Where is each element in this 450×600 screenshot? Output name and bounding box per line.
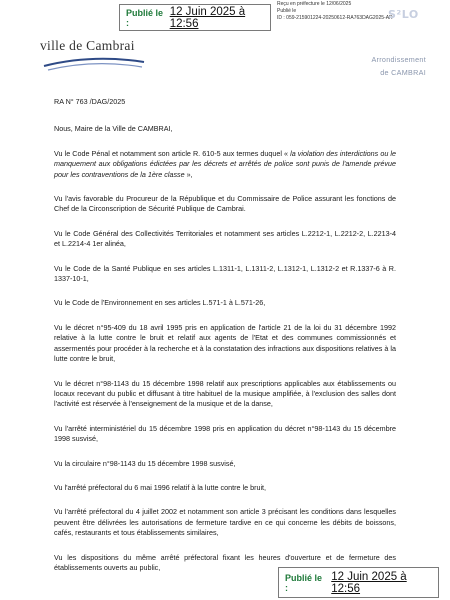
publication-stamp-bottom	[278, 567, 439, 598]
publication-label: Publié le :	[126, 7, 164, 28]
logo-swoosh-icon	[42, 56, 147, 72]
publication-label: Publié le :	[285, 572, 323, 593]
p1-suffix: »,	[184, 169, 193, 179]
p1-quote: la violation des interdictions ou le manquement aux obligations édictées par les décrets et arrêtés de police sont punis de l'amende prévue pour les contraventions de la 1ère classe	[54, 148, 397, 179]
paragraph-arrete-2002: Vu l'arrêté préfectoral du 4 juillet 2002 et notamment son article 3 précisant les conditions dans lesquelles peuvent être délivrées les autorisations de fermeture tardive en ce qui concerne les débits de boissons, cafés, restaurants et tous établissements similaires,	[54, 507, 396, 538]
slo-logo: S²LO	[388, 8, 419, 21]
document-reference: RA N° 763 /DAG/2025	[54, 97, 126, 106]
arrondissement-block	[371, 53, 426, 79]
paragraph-arrete-1996: Vu l'arrêté préfectoral du 6 mai 1996 relatif à la lutte contre le bruit,	[54, 482, 267, 492]
receipt-id-line: ID : 059-215901224-20250612-RA763DAG2025-AR	[277, 15, 393, 21]
receipt-published-line: Publié le	[277, 8, 297, 14]
publication-date: 12 Juin 2025 à 12:56	[169, 5, 246, 30]
publication-date: 12 Juin 2025 à 12:56	[331, 570, 407, 595]
city-logo	[40, 38, 150, 78]
paragraph-code-penal	[54, 149, 396, 180]
city-logo-text: ville de Cambrai	[40, 38, 135, 53]
paragraph-decret-98: Vu le décret n°98-1143 du 15 décembre 1998 relatif aux prescriptions applicables aux établissements ou locaux recevant du public et diffusant à titre habituel de la musique amplifiée, à l'exclusion des salles dont l'activité est réservée à l'enseignement de la musique et de la danse,	[54, 378, 396, 409]
publication-stamp-top	[119, 4, 271, 31]
paragraph-cgct: Vu le Code Général des Collectivités Territoriales et notamment ses articles L.2212-1, L.2212-2, L.2213-4 et L.2214-4 1er alinéa,	[54, 228, 396, 249]
receipt-date-line: Reçu en préfecture le 12/06/2025	[277, 1, 352, 7]
paragraph-arrete-1998: Vu l'arrêté interministériel du 15 décembre 1998 pris en application du décret n°98-1143 du 15 décembre 1998 susvisé,	[54, 423, 396, 444]
arrondissement-city: de CAMBRAI	[380, 68, 426, 77]
paragraph-environnement: Vu le Code de l'Environnement en ses articles L.571-1 à L.571-26,	[54, 298, 266, 308]
arrondissement-label: Arrondissement	[371, 55, 426, 64]
paragraph-circulaire: Vu la circulaire n°98-1143 du 15 décembre 1998 susvisé,	[54, 458, 236, 468]
paragraph-avis: Vu l'avis favorable du Procureur de la République et du Commissaire de Police assurant les fonctions de Chef de la Circonscription de Sécurité Publique de Cambrai.	[54, 194, 396, 214]
intro-paragraph: Nous, Maire de la Ville de CAMBRAI,	[54, 124, 173, 134]
paragraph-sante: Vu le Code de la Santé Publique en ses articles L.1311-1, L.1311-2, L.1312-1, L.1312-2 et R.1337-6 à R. 1337-10-1,	[54, 263, 396, 284]
paragraph-decret-95: Vu le décret n°95-409 du 18 avril 1995 pris en application de l'article 21 de la loi du 31 décembre 1992 relative à la lutte contre le bruit et relatif aux agents de l'Etat et des communes commissionnés et assermentés pour procéder à la recherche et à la constatation des infractions aux dispositions relatives à la lutte contre le bruit,	[54, 322, 396, 364]
paragraph-horaires: Vu les dispositions du même arrêté préfectoral fixant les heures d'ouverture et de fermeture des établissements ouverts au public,	[54, 552, 396, 572]
document-body	[54, 97, 396, 585]
p1-prefix: Vu le Code Pénal et notamment son article R. 610-5 aux termes duquel «	[54, 148, 291, 158]
